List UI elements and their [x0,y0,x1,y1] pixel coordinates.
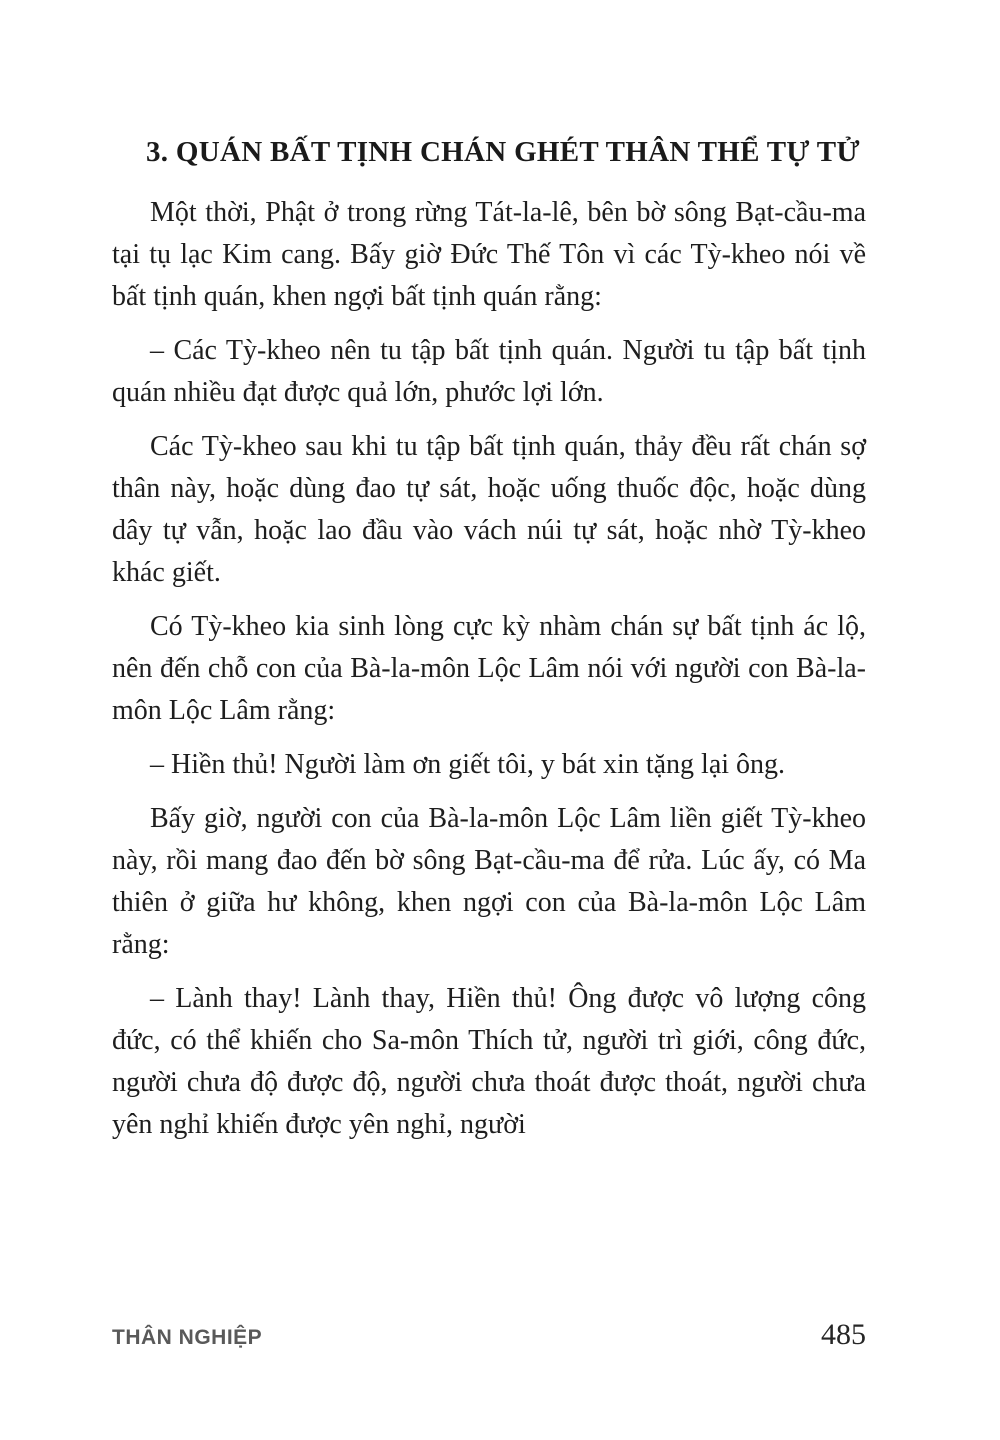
page-number: 485 [821,1318,866,1351]
paragraph: Có Tỳ-kheo kia sinh lòng cực kỳ nhàm chán sự bất tịnh ác lộ, nên đến chỗ con của Bà-la-môn Lộc Lâm nói với người con Bà-la-môn Lộc Lâm rằng: [112,611,866,726]
running-footer [112,1318,866,1352]
paragraph: Bấy giờ, người con của Bà-la-môn Lộc Lâm liền giết Tỳ-kheo này, rồi mang đao đến bờ sông Bạt-cầu-ma để rửa. Lúc ấy, có Ma thiên ở giữa hư không, khen ngợi con của Bà-la-môn Lộc Lâm rằng: [112,803,866,960]
paragraph: Các Tỳ-kheo sau khi tu tập bất tịnh quán, thảy đều rất chán sợ thân này, hoặc dùng đao tự sát, hoặc uống thuốc độc, hoặc dùng dây tự vẫn, hoặc lao đầu vào vách núi tự sát, hoặc nhờ Tỳ-kheo khác giết. [112,431,866,588]
page-text-block [112,130,866,1158]
paragraph: – Lành thay! Lành thay, Hiền thủ! Ông được vô lượng công đức, có thể khiến cho Sa-môn Thích tử, người trì giới, công đức, người chưa độ được độ, người chưa thoát được thoát, người chưa yên nghỉ khiến được yên nghỉ, người [112,983,866,1140]
paragraph: – Hiền thủ! Người làm ơn giết tôi, y bát xin tặng lại ông. [150,749,786,780]
footer-section-label: THÂN NGHIỆP [112,1326,263,1349]
paragraph: – Các Tỳ-kheo nên tu tập bất tịnh quán. Người tu tập bất tịnh quán nhiều đạt được quả lớn, phước lợi lớn. [112,335,866,408]
section-title: 3. QUÁN BẤT TỊNH CHÁN GHÉT THÂN THỂ TỰ TỬ [146,136,860,168]
paragraph: Một thời, Phật ở trong rừng Tát-la-lê, bên bờ sông Bạt-cầu-ma tại tụ lạc Kim cang. Bấy giờ Đức Thế Tôn vì các Tỳ-kheo nói về bất tịnh quán, khen ngợi bất tịnh quán rằng: [112,197,866,312]
